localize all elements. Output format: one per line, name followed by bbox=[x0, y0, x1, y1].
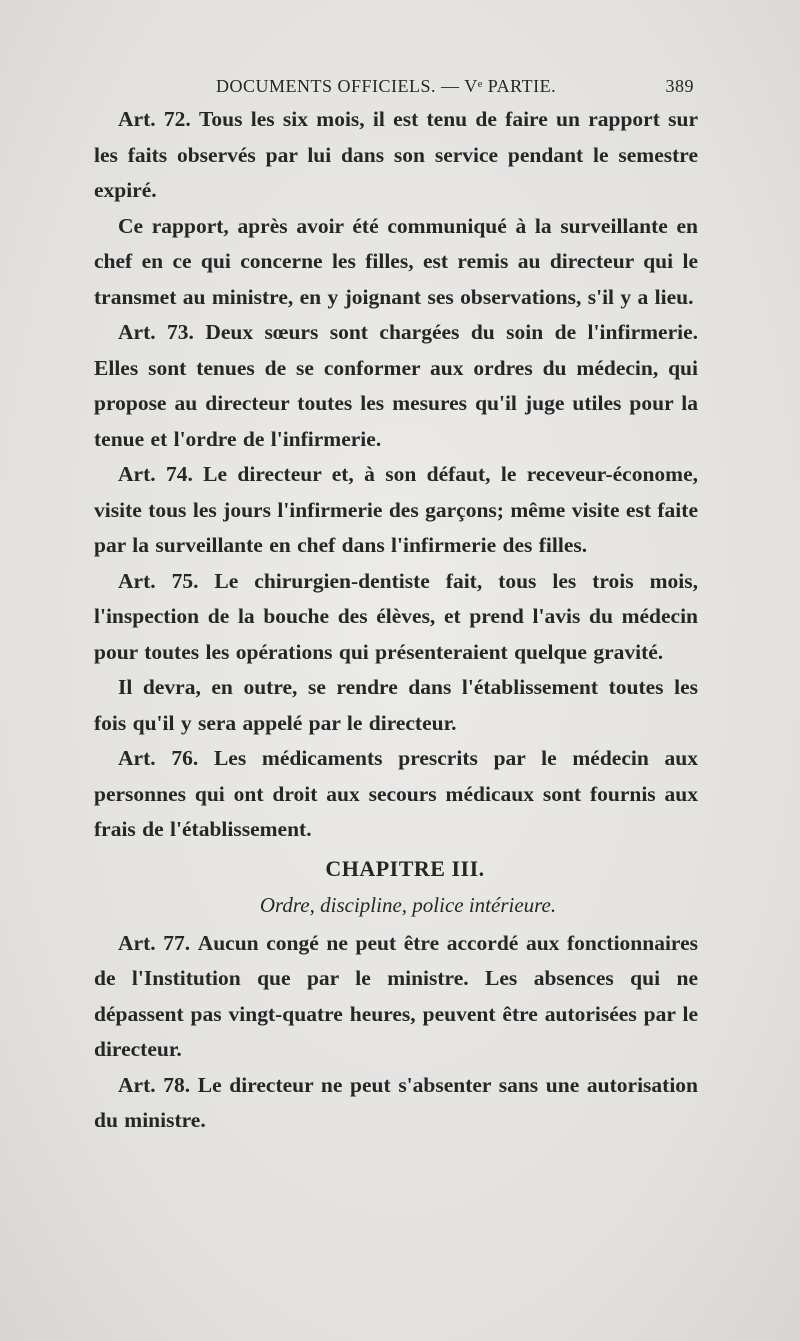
article-label: Art. 76. bbox=[118, 746, 199, 770]
paragraph-text: Il devra, en outre, se rendre dans l'établissement toutes les fois qu'il y sera appelé par le directeur. bbox=[94, 675, 698, 735]
page-number: 389 bbox=[665, 76, 694, 96]
paragraph-art-76 bbox=[94, 741, 698, 848]
paragraph-art-75 bbox=[94, 564, 698, 671]
paragraph-art-73 bbox=[94, 315, 698, 457]
paragraph-text: Le directeur ne peut s'absenter sans une autorisation du ministre. bbox=[94, 1072, 698, 1132]
article-label: Art. 73. bbox=[118, 320, 194, 344]
paragraph-art-78 bbox=[94, 1068, 698, 1139]
article-label: Art. 74. bbox=[118, 462, 193, 486]
article-label: Art. 72. bbox=[118, 107, 191, 131]
running-head bbox=[94, 74, 698, 102]
paragraph-text: Le chirurgien-dentiste fait, tous les trois mois, l'inspection de la bouche des élèves, et prend l'avis du médecin pour toutes les opérations qui présenteraient quelque gravité. bbox=[94, 568, 698, 664]
paragraph-text: Deux sœurs sont chargées du soin de l'infirmerie. Elles sont tenues de se conformer aux ordres du médecin, qui propose au directeur toutes les mesures qu'il juge utiles pour la tenue et l'ordre de l'infirmerie. bbox=[94, 320, 699, 451]
book-page bbox=[94, 74, 698, 1139]
paragraph-rapport bbox=[94, 209, 698, 316]
paragraph-art-74 bbox=[94, 457, 698, 564]
running-head-title: DOCUMENTS OFFICIELS. — Vᵉ PARTIE. bbox=[216, 76, 557, 96]
paragraph-text: Aucun congé ne peut être accordé aux fonctionnaires de l'Institution que par le ministre. Les absences qui ne dépassent pas vingt-quatre heures, peuvent être autorisées par le directeur. bbox=[94, 930, 699, 1061]
chapter-subtitle: Ordre, discipline, police intérieure. bbox=[259, 892, 557, 917]
paragraph-text: Tous les six mois, il est tenu de faire un rapport sur les faits observés par lui dans son service pendant le semestre expiré. bbox=[94, 107, 699, 202]
article-label: Art. 78. bbox=[118, 1072, 191, 1097]
paragraph-art-72 bbox=[94, 102, 698, 209]
paragraph-text: Le directeur et, à son défaut, le receveur-économe, visite tous les jours l'infirmerie des garçons; même visite est faite par la surveillante en chef dans l'infirmerie des filles. bbox=[94, 462, 699, 557]
body-text bbox=[94, 102, 698, 1139]
paragraph-art-77 bbox=[94, 926, 698, 1068]
paragraph-text: Les médicaments prescrits par le médecin aux personnes qui ont droit aux secours médicaux sont fournis aux frais de l'établissement. bbox=[94, 746, 699, 841]
chapter-heading: CHAPITRE III. bbox=[325, 855, 485, 881]
paragraph-text: Ce rapport, après avoir été communiqué à la surveillante en chef en ce qui concerne les filles, est remis au directeur qui le transmet au ministre, en y joignant ses observations, s'il y a lieu. bbox=[94, 213, 698, 309]
article-label: Art. 77. bbox=[118, 930, 191, 955]
paragraph-dentiste bbox=[94, 670, 698, 741]
article-label: Art. 75. bbox=[118, 568, 199, 593]
